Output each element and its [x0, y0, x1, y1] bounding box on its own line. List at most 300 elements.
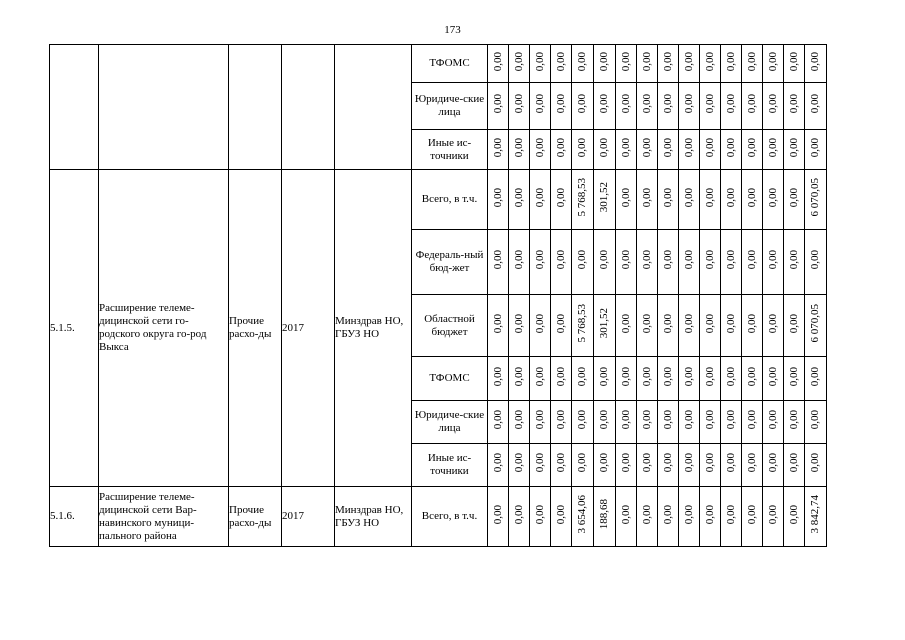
value-cell	[488, 130, 509, 170]
value-text: 0,00	[533, 187, 546, 208]
value-cell	[572, 170, 594, 230]
value-text: 0,00	[640, 504, 653, 525]
value-text: 0,00	[554, 453, 567, 473]
value-cell	[637, 444, 658, 487]
value-cell	[594, 83, 616, 130]
value-text: 0,00	[661, 453, 674, 473]
value-text: 0,00	[766, 137, 779, 158]
value-cell	[551, 444, 572, 487]
value-cell	[658, 295, 679, 357]
value-text: 301,52	[598, 182, 610, 213]
value-text: 0,00	[766, 410, 779, 430]
value-text: 301,52	[598, 308, 610, 339]
value-text: 0,00	[640, 410, 653, 430]
value-cell	[679, 401, 700, 444]
value-cell	[784, 487, 805, 547]
value-cell	[658, 230, 679, 295]
value-cell	[742, 444, 763, 487]
value-cell	[637, 487, 658, 547]
value-text: 0,00	[598, 94, 610, 114]
funding-source-cell: Областной бюджет	[412, 295, 488, 357]
value-text: 0,00	[491, 504, 504, 525]
value-text: 0,00	[619, 250, 632, 270]
value-text: 0,00	[619, 504, 632, 525]
value-cell	[742, 401, 763, 444]
value-cell	[784, 295, 805, 357]
item-number-cell	[50, 45, 99, 170]
value-cell	[551, 45, 572, 83]
value-text: 0,00	[491, 250, 504, 270]
value-text: 0,00	[703, 51, 716, 72]
value-text: 0,00	[787, 504, 800, 525]
value-cell	[551, 357, 572, 401]
value-cell	[616, 83, 637, 130]
value-text: 0,00	[640, 250, 653, 270]
funding-source-cell: Иные ис-точники	[412, 130, 488, 170]
value-cell	[488, 230, 509, 295]
value-text: 0,00	[640, 51, 653, 72]
value-text: 0,00	[745, 313, 758, 334]
value-text: 0,00	[809, 94, 821, 114]
year-cell	[282, 45, 335, 170]
value-text: 0,00	[554, 250, 567, 270]
value-cell	[594, 130, 616, 170]
value-text: 0,00	[598, 366, 610, 387]
value-text: 0,00	[661, 94, 674, 114]
value-cell	[742, 487, 763, 547]
value-text: 0,00	[512, 504, 525, 525]
value-cell	[530, 230, 551, 295]
value-cell	[700, 83, 721, 130]
value-text: 0,00	[640, 187, 653, 208]
value-text: 0,00	[619, 410, 632, 430]
value-cell	[763, 83, 784, 130]
value-text: 0,00	[745, 94, 758, 114]
page-number: 173	[444, 24, 461, 36]
value-cell	[742, 83, 763, 130]
value-text: 0,00	[682, 250, 695, 270]
value-cell	[763, 45, 784, 83]
value-cell	[551, 295, 572, 357]
value-text: 0,00	[576, 453, 588, 473]
value-cell	[488, 170, 509, 230]
value-cell	[594, 444, 616, 487]
value-cell	[658, 487, 679, 547]
value-cell	[721, 130, 742, 170]
funding-source-cell: ТФОМС	[412, 357, 488, 401]
value-cell	[700, 130, 721, 170]
value-cell	[530, 357, 551, 401]
value-text: 0,00	[703, 366, 716, 387]
value-text: 0,00	[533, 137, 546, 158]
value-cell	[616, 230, 637, 295]
value-cell	[700, 401, 721, 444]
value-text: 0,00	[809, 51, 821, 72]
value-cell	[679, 170, 700, 230]
value-cell	[742, 357, 763, 401]
value-text: 0,00	[512, 250, 525, 270]
item-number-cell: 5.1.6.	[50, 487, 99, 547]
value-cell	[784, 401, 805, 444]
value-cell	[763, 295, 784, 357]
value-cell	[572, 444, 594, 487]
value-cell	[637, 170, 658, 230]
value-text: 0,00	[619, 313, 632, 334]
table-row	[50, 45, 827, 83]
value-text: 0,00	[787, 51, 800, 72]
value-cell	[488, 295, 509, 357]
value-cell	[616, 170, 637, 230]
value-text: 0,00	[703, 504, 716, 525]
value-text: 0,00	[724, 137, 737, 158]
value-cell	[594, 357, 616, 401]
value-text: 0,00	[533, 410, 546, 430]
value-text: 0,00	[766, 250, 779, 270]
value-text: 0,00	[512, 366, 525, 387]
value-text: 0,00	[682, 187, 695, 208]
value-text: 0,00	[745, 187, 758, 208]
value-text: 0,00	[576, 250, 588, 270]
value-text: 0,00	[745, 453, 758, 473]
value-text: 0,00	[640, 94, 653, 114]
value-text: 0,00	[491, 453, 504, 473]
value-text: 0,00	[554, 137, 567, 158]
executor-cell: Минздрав НО, ГБУЗ НО	[335, 487, 412, 547]
value-cell	[742, 295, 763, 357]
value-text: 0,00	[745, 51, 758, 72]
value-text: 0,00	[661, 410, 674, 430]
value-cell	[572, 230, 594, 295]
item-name-cell: Расширение телеме-дицинской сети го-родского округа го-род Выкса	[99, 170, 229, 487]
expense-type-cell: Прочие расхо-ды	[229, 487, 282, 547]
value-cell	[530, 401, 551, 444]
value-text: 0,00	[703, 313, 716, 334]
year-cell: 2017	[282, 170, 335, 487]
value-text: 0,00	[640, 366, 653, 387]
value-cell	[658, 130, 679, 170]
value-text: 0,00	[554, 51, 567, 72]
value-text: 0,00	[533, 313, 546, 334]
value-cell	[721, 487, 742, 547]
executor-cell	[335, 45, 412, 170]
value-text: 0,00	[724, 366, 737, 387]
value-cell	[616, 444, 637, 487]
funding-source-cell: Юридиче-ские лица	[412, 83, 488, 130]
value-text: 0,00	[787, 410, 800, 430]
table-row	[50, 487, 827, 547]
value-text: 0,00	[745, 137, 758, 158]
value-text: 0,00	[661, 250, 674, 270]
value-text: 0,00	[787, 137, 800, 158]
value-cell	[700, 487, 721, 547]
value-text: 0,00	[640, 313, 653, 334]
budget-table	[49, 44, 827, 547]
value-text: 5 768,53	[576, 304, 588, 343]
value-cell	[805, 487, 827, 547]
value-cell	[763, 170, 784, 230]
value-text: 0,00	[787, 453, 800, 473]
value-text: 0,00	[533, 504, 546, 525]
value-cell	[551, 487, 572, 547]
funding-source-cell: Всего, в т.ч.	[412, 170, 488, 230]
value-cell	[721, 295, 742, 357]
value-cell	[572, 295, 594, 357]
funding-source-cell: Иные ис-точники	[412, 444, 488, 487]
value-cell	[551, 401, 572, 444]
value-cell	[658, 45, 679, 83]
value-text: 0,00	[576, 366, 588, 387]
value-cell	[488, 357, 509, 401]
value-text: 0,00	[809, 366, 821, 387]
value-text: 0,00	[682, 137, 695, 158]
value-text: 188,68	[598, 499, 610, 530]
value-cell	[658, 444, 679, 487]
value-text: 0,00	[576, 94, 588, 114]
value-cell	[509, 295, 530, 357]
funding-source-cell: Всего, в т.ч.	[412, 487, 488, 547]
value-cell	[805, 130, 827, 170]
value-cell	[805, 45, 827, 83]
funding-source-cell: ТФОМС	[412, 45, 488, 83]
value-cell	[679, 487, 700, 547]
value-text: 0,00	[703, 137, 716, 158]
value-text: 0,00	[661, 504, 674, 525]
value-cell	[530, 130, 551, 170]
value-cell	[721, 230, 742, 295]
value-text: 0,00	[724, 187, 737, 208]
value-text: 0,00	[598, 410, 610, 430]
value-text: 0,00	[809, 250, 821, 270]
value-cell	[637, 295, 658, 357]
funding-source-cell: Юридиче-ские лица	[412, 401, 488, 444]
value-cell	[805, 83, 827, 130]
value-cell	[572, 130, 594, 170]
value-cell	[742, 230, 763, 295]
value-text: 3 654,06	[576, 495, 588, 534]
value-cell	[742, 45, 763, 83]
value-cell	[530, 170, 551, 230]
value-text: 0,00	[724, 504, 737, 525]
value-cell	[679, 83, 700, 130]
value-cell	[763, 357, 784, 401]
value-cell	[721, 45, 742, 83]
value-text: 0,00	[598, 137, 610, 158]
value-text: 0,00	[703, 187, 716, 208]
value-cell	[763, 401, 784, 444]
value-cell	[572, 401, 594, 444]
value-cell	[700, 295, 721, 357]
value-text: 0,00	[682, 366, 695, 387]
value-text: 0,00	[512, 187, 525, 208]
value-cell	[551, 83, 572, 130]
value-text: 5 768,53	[576, 178, 588, 217]
value-cell	[679, 357, 700, 401]
value-cell	[488, 487, 509, 547]
value-text: 0,00	[682, 410, 695, 430]
value-cell	[637, 83, 658, 130]
value-cell	[616, 357, 637, 401]
value-cell	[616, 401, 637, 444]
value-cell	[509, 230, 530, 295]
value-text: 0,00	[619, 94, 632, 114]
value-cell	[530, 45, 551, 83]
value-text: 0,00	[512, 453, 525, 473]
value-cell	[616, 487, 637, 547]
value-text: 0,00	[703, 250, 716, 270]
value-text: 0,00	[576, 51, 588, 72]
value-text: 0,00	[598, 250, 610, 270]
value-text: 0,00	[787, 94, 800, 114]
value-cell	[784, 230, 805, 295]
value-cell	[679, 444, 700, 487]
value-cell	[784, 45, 805, 83]
item-number-cell: 5.1.5.	[50, 170, 99, 487]
value-cell	[700, 230, 721, 295]
table-row	[50, 170, 827, 230]
value-cell	[721, 170, 742, 230]
value-text: 0,00	[512, 313, 525, 334]
item-name-cell: Расширение телеме-дицинской сети Вар-навинского муници-пального района	[99, 487, 229, 547]
value-cell	[637, 357, 658, 401]
value-text: 0,00	[787, 250, 800, 270]
value-cell	[572, 357, 594, 401]
value-cell	[594, 295, 616, 357]
value-cell	[616, 295, 637, 357]
value-cell	[488, 401, 509, 444]
value-cell	[551, 130, 572, 170]
value-cell	[784, 170, 805, 230]
value-text: 0,00	[619, 137, 632, 158]
value-text: 0,00	[640, 137, 653, 158]
value-text: 0,00	[724, 453, 737, 473]
value-text: 0,00	[724, 51, 737, 72]
value-cell	[658, 357, 679, 401]
value-cell	[530, 83, 551, 130]
value-text: 0,00	[766, 51, 779, 72]
value-text: 0,00	[682, 313, 695, 334]
value-cell	[594, 401, 616, 444]
value-cell	[616, 130, 637, 170]
value-text: 0,00	[491, 366, 504, 387]
value-cell	[721, 444, 742, 487]
value-cell	[509, 444, 530, 487]
value-cell	[763, 130, 784, 170]
value-text: 0,00	[533, 250, 546, 270]
value-cell	[679, 230, 700, 295]
value-text: 0,00	[619, 51, 632, 72]
value-cell	[572, 83, 594, 130]
value-text: 0,00	[703, 410, 716, 430]
value-text: 0,00	[512, 94, 525, 114]
value-text: 0,00	[661, 187, 674, 208]
value-cell	[488, 444, 509, 487]
value-cell	[509, 170, 530, 230]
value-text: 0,00	[554, 504, 567, 525]
value-cell	[805, 170, 827, 230]
executor-cell: Минздрав НО, ГБУЗ НО	[335, 170, 412, 487]
value-text: 0,00	[512, 410, 525, 430]
value-text: 0,00	[619, 187, 632, 208]
value-cell	[530, 295, 551, 357]
value-cell	[594, 170, 616, 230]
value-cell	[679, 45, 700, 83]
value-cell	[763, 487, 784, 547]
value-cell	[572, 45, 594, 83]
value-text: 6 070,05	[809, 178, 821, 217]
expense-type-cell: Прочие расхо-ды	[229, 170, 282, 487]
value-text: 0,00	[619, 366, 632, 387]
value-cell	[594, 45, 616, 83]
value-text: 0,00	[554, 313, 567, 334]
value-text: 0,00	[724, 410, 737, 430]
value-cell	[572, 487, 594, 547]
value-cell	[637, 130, 658, 170]
value-cell	[637, 401, 658, 444]
value-text: 0,00	[809, 410, 821, 430]
value-cell	[805, 357, 827, 401]
value-text: 0,00	[512, 137, 525, 158]
value-cell	[509, 401, 530, 444]
value-text: 0,00	[809, 137, 821, 158]
value-cell	[700, 357, 721, 401]
expense-type-cell	[229, 45, 282, 170]
value-text: 0,00	[766, 313, 779, 334]
value-text: 0,00	[682, 94, 695, 114]
value-text: 0,00	[533, 94, 546, 114]
value-cell	[763, 230, 784, 295]
value-text: 0,00	[576, 137, 588, 158]
value-text: 0,00	[533, 366, 546, 387]
value-text: 0,00	[766, 453, 779, 473]
value-text: 0,00	[766, 504, 779, 525]
value-cell	[700, 444, 721, 487]
value-text: 0,00	[787, 313, 800, 334]
value-text: 0,00	[491, 137, 504, 158]
value-text: 0,00	[491, 51, 504, 72]
value-text: 0,00	[554, 410, 567, 430]
value-text: 0,00	[661, 51, 674, 72]
value-cell	[784, 357, 805, 401]
value-cell	[784, 130, 805, 170]
value-text: 0,00	[724, 313, 737, 334]
value-text: 0,00	[745, 504, 758, 525]
value-cell	[679, 130, 700, 170]
value-cell	[594, 487, 616, 547]
value-text: 0,00	[745, 366, 758, 387]
value-text: 0,00	[766, 94, 779, 114]
value-text: 0,00	[598, 51, 610, 72]
value-text: 0,00	[554, 94, 567, 114]
value-cell	[658, 170, 679, 230]
value-cell	[742, 130, 763, 170]
value-cell	[805, 444, 827, 487]
value-text: 0,00	[533, 453, 546, 473]
value-cell	[551, 230, 572, 295]
value-text: 0,00	[598, 453, 610, 473]
value-cell	[721, 401, 742, 444]
value-text: 0,00	[682, 51, 695, 72]
value-cell	[530, 444, 551, 487]
value-cell	[551, 170, 572, 230]
value-text: 0,00	[661, 137, 674, 158]
value-cell	[721, 83, 742, 130]
value-text: 0,00	[661, 313, 674, 334]
value-cell	[509, 45, 530, 83]
value-text: 0,00	[809, 453, 821, 473]
value-cell	[658, 83, 679, 130]
value-text: 0,00	[787, 366, 800, 387]
value-text: 0,00	[554, 187, 567, 208]
